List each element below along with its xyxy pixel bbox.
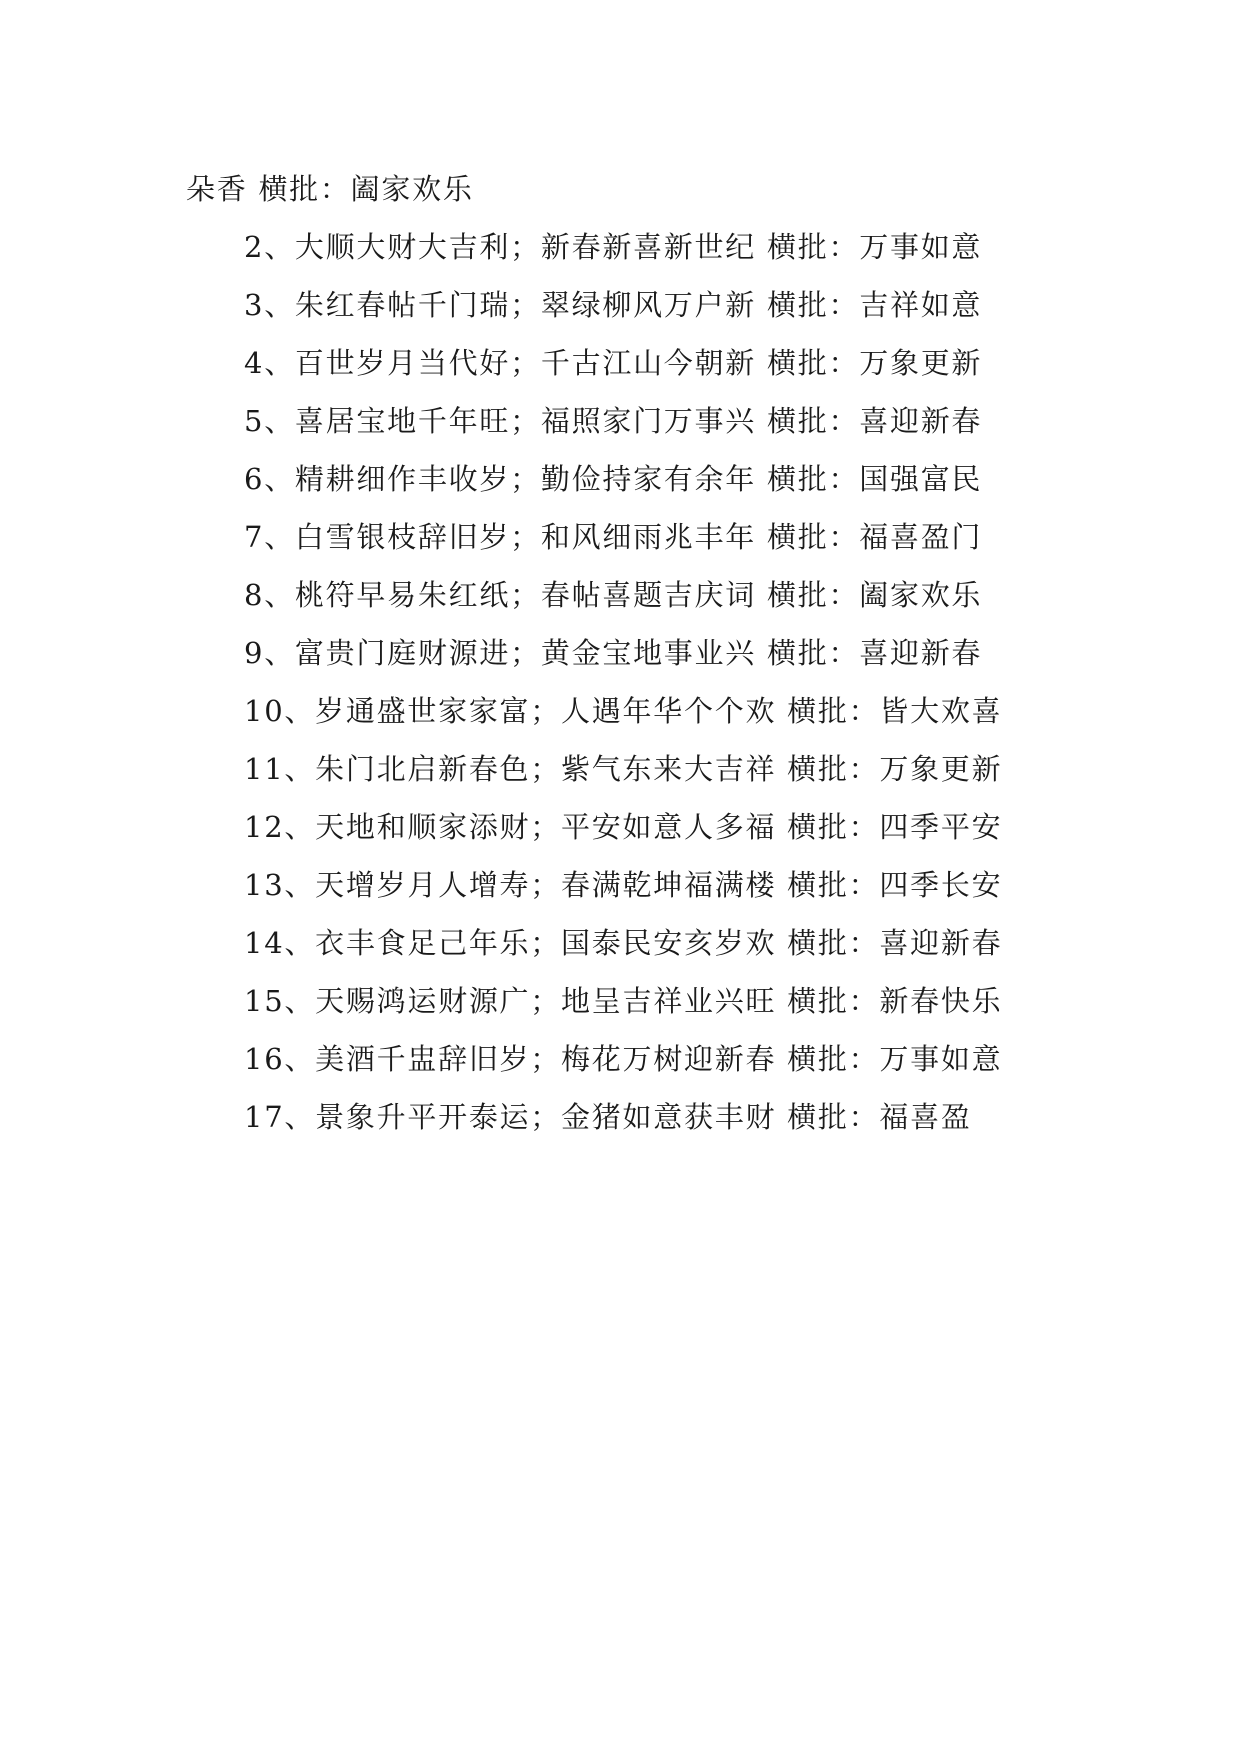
couplet-2: 2、大顺大财大吉利；新春新喜新世纪 横批：万事如意 <box>244 230 983 264</box>
couplet-9: 9、富贵门庭财源进；黄金宝地事业兴 横批：喜迎新春 <box>244 636 983 670</box>
couplet-15: 15、天赐鸿运财源广；地呈吉祥业兴旺 横批：新春快乐 <box>244 984 1003 1018</box>
couplet-8: 8、桃符早易朱红纸；春帖喜题吉庆词 横批：阖家欢乐 <box>244 578 983 612</box>
document-body <box>186 160 1056 1146</box>
couplet-17: 17、景象升平开泰运；金猪如意获丰财 横批：福喜盈 <box>244 1100 972 1134</box>
couplet-10: 10、岁通盛世家家富；人遇年华个个欢 横批：皆大欢喜 <box>244 694 1003 728</box>
couplet-14: 14、衣丰食足己年乐；国泰民安亥岁欢 横批：喜迎新春 <box>244 926 1003 960</box>
couplet-12: 12、天地和顺家添财；平安如意人多福 横批：四季平安 <box>244 810 1003 844</box>
couplet-13: 13、天增岁月人增寿；春满乾坤福满楼 横批：四季长安 <box>244 868 1003 902</box>
couplet-6: 6、精耕细作丰收岁；勤俭持家有余年 横批：国强富民 <box>244 462 983 496</box>
couplet-4: 4、百世岁月当代好；千古江山今朝新 横批：万象更新 <box>244 346 983 380</box>
couplet-11: 11、朱门北启新春色；紫气东来大吉祥 横批：万象更新 <box>244 752 1003 786</box>
couplet-5: 5、喜居宝地千年旺；福照家门万事兴 横批：喜迎新春 <box>244 404 983 438</box>
couplet-7: 7、白雪银枝辞旧岁；和风细雨兆丰年 横批：福喜盈门 <box>244 520 983 554</box>
paragraph-continued: 朵香 横批：阖家欢乐 <box>186 172 474 206</box>
couplet-3: 3、朱红春帖千门瑞；翠绿柳风万户新 横批：吉祥如意 <box>244 288 983 322</box>
couplet-16: 16、美酒千盅辞旧岁；梅花万树迎新春 横批：万事如意 <box>244 1042 1003 1076</box>
